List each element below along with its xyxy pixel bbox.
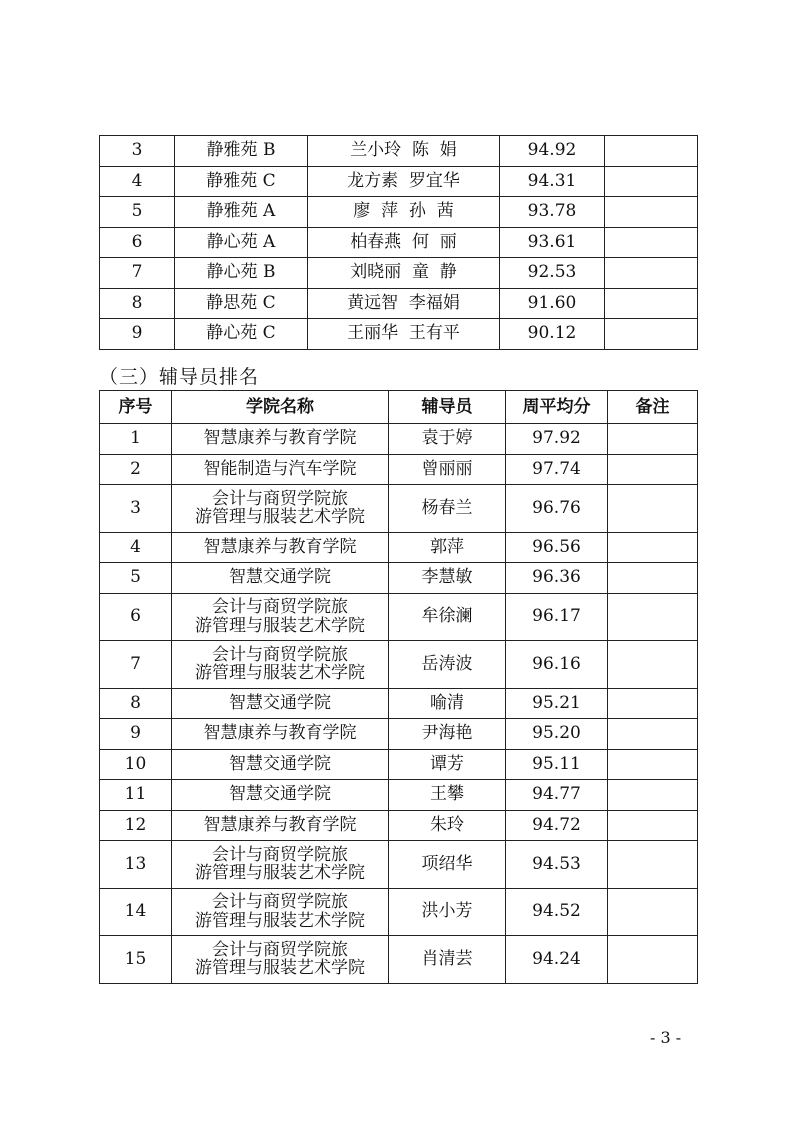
average-score: 95.11 <box>506 749 608 780</box>
average-score: 96.16 <box>506 641 608 689</box>
college-name-line: 智慧交通学院 <box>229 567 331 588</box>
note-cell <box>608 810 698 841</box>
average-score: 94.31 <box>500 166 605 197</box>
college-name <box>172 719 389 750</box>
table-row <box>100 197 698 228</box>
table-row <box>100 136 698 167</box>
table-row <box>100 719 698 750</box>
table-row <box>100 563 698 594</box>
resident-names: 廖 萍 孙 茜 <box>308 197 500 228</box>
table-row <box>100 424 698 455</box>
row-number: 4 <box>100 166 175 197</box>
note-cell <box>605 288 698 319</box>
table-row <box>100 641 698 689</box>
table-row <box>100 688 698 719</box>
average-score: 94.77 <box>506 780 608 811</box>
resident-names: 黄远智 李福娟 <box>308 288 500 319</box>
note-cell <box>608 454 698 485</box>
counselor-name: 袁于婷 <box>389 424 506 455</box>
college-name-line: 智慧康养与教育学院 <box>203 814 357 835</box>
college-name-line: 会计与商贸学院旅 <box>212 488 348 509</box>
row-number: 1 <box>100 424 172 455</box>
resident-names: 兰小玲 陈 娟 <box>308 136 500 167</box>
row-number: 14 <box>100 888 172 936</box>
college-name-line: 会计与商贸学院旅 <box>212 892 348 913</box>
college-name <box>172 485 389 533</box>
note-cell <box>608 593 698 641</box>
note-cell <box>608 719 698 750</box>
note-cell <box>605 166 698 197</box>
table-row <box>100 780 698 811</box>
note-cell <box>605 197 698 228</box>
counselor-name: 肖清芸 <box>389 936 506 984</box>
average-score: 90.12 <box>500 319 605 350</box>
counselor-name: 喻清 <box>389 688 506 719</box>
page-number: - 3 - <box>650 1028 682 1047</box>
average-score: 96.36 <box>506 563 608 594</box>
note-cell <box>608 749 698 780</box>
counselor-name: 郭萍 <box>389 532 506 563</box>
counselor-name: 洪小芳 <box>389 888 506 936</box>
row-number: 3 <box>100 485 172 533</box>
table-row <box>100 319 698 350</box>
dorm-name: 静心苑 A <box>175 227 308 258</box>
row-number: 8 <box>100 688 172 719</box>
average-score: 94.53 <box>506 841 608 889</box>
table-row <box>100 227 698 258</box>
college-name-line: 游管理与服装艺术学院 <box>195 615 365 636</box>
note-cell <box>608 532 698 563</box>
counselor-name: 谭芳 <box>389 749 506 780</box>
average-score: 92.53 <box>500 258 605 289</box>
college-name <box>172 688 389 719</box>
row-number: 10 <box>100 749 172 780</box>
row-number: 11 <box>100 780 172 811</box>
note-cell <box>605 319 698 350</box>
resident-names: 刘晓丽 童 静 <box>308 258 500 289</box>
note-cell <box>608 780 698 811</box>
note-cell <box>608 688 698 719</box>
counselor-name: 朱玲 <box>389 810 506 841</box>
row-number: 5 <box>100 563 172 594</box>
average-score: 94.52 <box>506 888 608 936</box>
college-name-line: 智慧交通学院 <box>229 784 331 805</box>
college-name-line: 会计与商贸学院旅 <box>212 844 348 865</box>
college-name <box>172 454 389 485</box>
row-number: 3 <box>100 136 175 167</box>
college-name-line: 会计与商贸学院旅 <box>212 939 348 960</box>
counselor-name: 岳涛波 <box>389 641 506 689</box>
row-number: 4 <box>100 532 172 563</box>
row-number: 6 <box>100 227 175 258</box>
college-name <box>172 780 389 811</box>
note-cell <box>608 563 698 594</box>
row-number: 9 <box>100 319 175 350</box>
college-name-line: 智慧交通学院 <box>229 753 331 774</box>
college-name <box>172 749 389 780</box>
average-score: 94.72 <box>506 810 608 841</box>
dorm-name: 静心苑 B <box>175 258 308 289</box>
college-name <box>172 888 389 936</box>
table-row <box>100 841 698 889</box>
row-number: 13 <box>100 841 172 889</box>
average-score: 93.61 <box>500 227 605 258</box>
resident-names: 龙方素 罗宜华 <box>308 166 500 197</box>
average-score: 91.60 <box>500 288 605 319</box>
college-name-line: 智慧交通学院 <box>229 692 331 713</box>
row-number: 6 <box>100 593 172 641</box>
college-name <box>172 936 389 984</box>
average-score: 97.92 <box>506 424 608 455</box>
header-score: 周平均分 <box>506 391 608 424</box>
college-name <box>172 424 389 455</box>
average-score: 93.78 <box>500 197 605 228</box>
average-score: 97.74 <box>506 454 608 485</box>
dorm-name: 静雅苑 C <box>175 166 308 197</box>
average-score: 96.17 <box>506 593 608 641</box>
table-row <box>100 593 698 641</box>
note-cell <box>605 227 698 258</box>
college-name-line: 游管理与服装艺术学院 <box>195 863 365 884</box>
note-cell <box>608 888 698 936</box>
row-number: 7 <box>100 641 172 689</box>
counselor-name: 牟徐澜 <box>389 593 506 641</box>
row-number: 5 <box>100 197 175 228</box>
average-score: 96.76 <box>506 485 608 533</box>
average-score: 94.92 <box>500 136 605 167</box>
college-name-line: 游管理与服装艺术学院 <box>195 910 365 931</box>
row-number: 12 <box>100 810 172 841</box>
college-name-line: 游管理与服装艺术学院 <box>195 507 365 528</box>
resident-names: 柏春燕 何 丽 <box>308 227 500 258</box>
resident-names: 王丽华 王有平 <box>308 319 500 350</box>
note-cell <box>608 424 698 455</box>
college-name <box>172 532 389 563</box>
row-number: 15 <box>100 936 172 984</box>
table-row <box>100 810 698 841</box>
counselor-name: 王攀 <box>389 780 506 811</box>
table-row <box>100 749 698 780</box>
note-cell <box>608 641 698 689</box>
counselor-name: 尹海艳 <box>389 719 506 750</box>
table-row <box>100 485 698 533</box>
row-number: 8 <box>100 288 175 319</box>
dorm-name: 静思苑 C <box>175 288 308 319</box>
college-name-line: 会计与商贸学院旅 <box>212 644 348 665</box>
header-no: 序号 <box>100 391 172 424</box>
college-name <box>172 563 389 594</box>
table-row <box>100 888 698 936</box>
counselor-name: 项绍华 <box>389 841 506 889</box>
dorm-ranking-table <box>99 135 698 350</box>
counselor-ranking-table <box>99 390 698 984</box>
college-name-line: 智慧康养与教育学院 <box>203 723 357 744</box>
counselor-name: 杨春兰 <box>389 485 506 533</box>
average-score: 96.56 <box>506 532 608 563</box>
note-cell <box>608 485 698 533</box>
table-row <box>100 936 698 984</box>
college-name-line: 智能制造与汽车学院 <box>203 458 357 479</box>
college-name <box>172 641 389 689</box>
college-name <box>172 810 389 841</box>
note-cell <box>608 841 698 889</box>
header-counselor: 辅导员 <box>389 391 506 424</box>
counselor-name: 曾丽丽 <box>389 454 506 485</box>
dorm-name: 静雅苑 A <box>175 197 308 228</box>
header-note: 备注 <box>608 391 698 424</box>
dorm-name: 静心苑 C <box>175 319 308 350</box>
section-title: （三）辅导员排名 <box>99 366 260 388</box>
header-college: 学院名称 <box>172 391 389 424</box>
counselor-name: 李慧敏 <box>389 563 506 594</box>
college-name-line: 游管理与服装艺术学院 <box>195 958 365 979</box>
table-row <box>100 258 698 289</box>
table-row <box>100 288 698 319</box>
table-row <box>100 166 698 197</box>
row-number: 7 <box>100 258 175 289</box>
note-cell <box>608 936 698 984</box>
college-name-line: 智慧康养与教育学院 <box>203 536 357 557</box>
college-name-line: 会计与商贸学院旅 <box>212 597 348 618</box>
row-number: 2 <box>100 454 172 485</box>
average-score: 95.21 <box>506 688 608 719</box>
average-score: 95.20 <box>506 719 608 750</box>
table-row <box>100 454 698 485</box>
table-header-row <box>100 391 698 424</box>
note-cell <box>605 258 698 289</box>
college-name <box>172 593 389 641</box>
table-row <box>100 532 698 563</box>
college-name-line: 智慧康养与教育学院 <box>203 428 357 449</box>
college-name <box>172 841 389 889</box>
note-cell <box>605 136 698 167</box>
college-name-line: 游管理与服装艺术学院 <box>195 663 365 684</box>
row-number: 9 <box>100 719 172 750</box>
average-score: 94.24 <box>506 936 608 984</box>
dorm-name: 静雅苑 B <box>175 136 308 167</box>
